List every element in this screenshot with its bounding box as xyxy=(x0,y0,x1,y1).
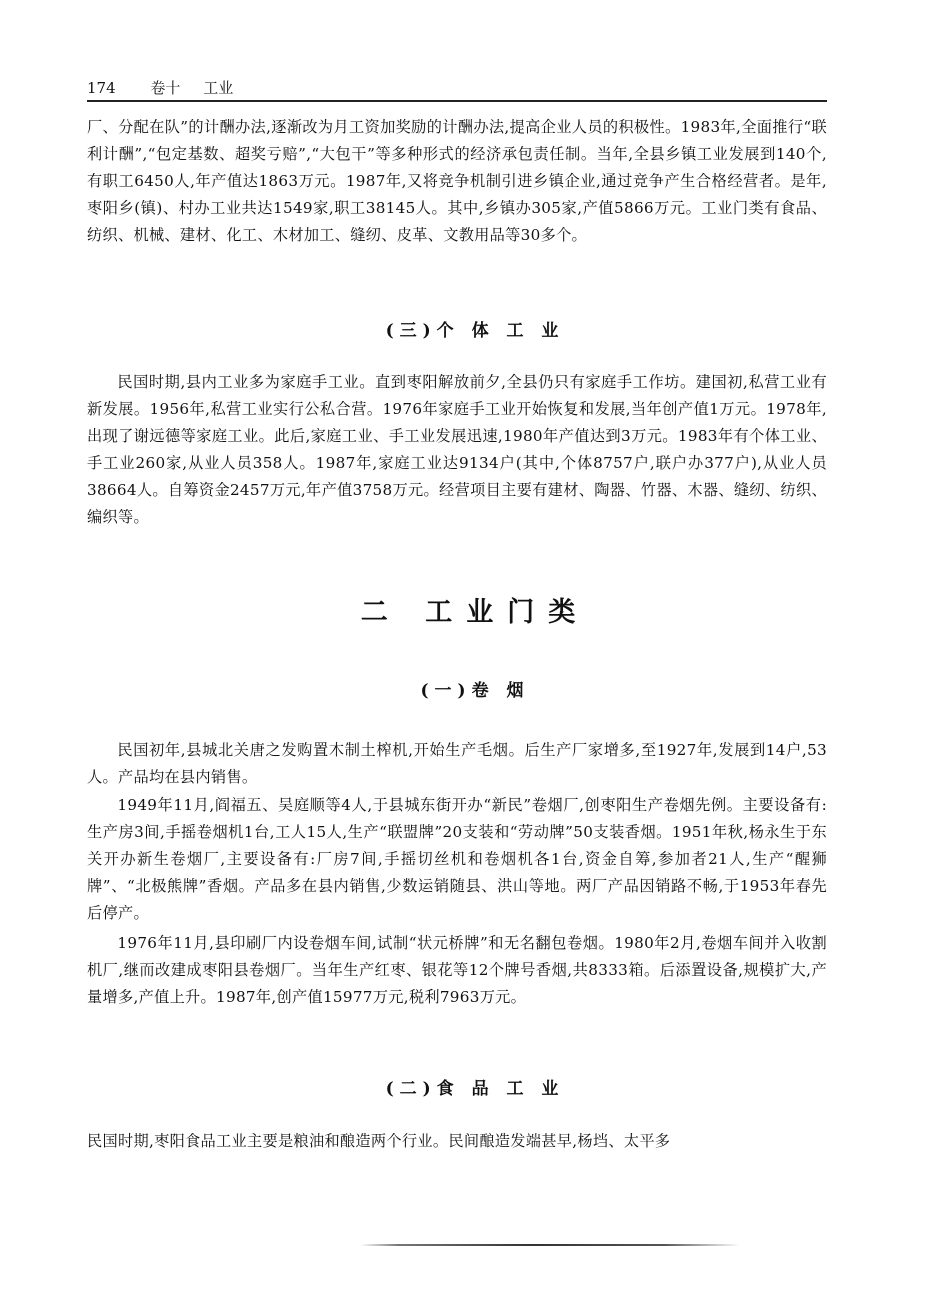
heading-individual-industry: (三)个 体 工 业 xyxy=(385,321,565,341)
heading-food-industry: (二)食 品 工 业 xyxy=(385,1079,565,1099)
paragraph-individual-industry: 民国时期,县内工业多为家庭手工业。直到枣阳解放前夕,全县仍只有家庭手工作坊。建国初,私营工业有新发展。1956年,私营工业实行公私合营。1976年家庭手工业开始恢复和发展,当年创产值1万元。1978年,出现了谢远德等家庭工业。此后,家庭工业、手工业发展迅速,1980年产值达到3万元。1983年有个体工业、手工业260家,从业人员358人。1987年,家庭工业达9134户(其中,个体8757户,联户办377户),从业人员38664人。自筹资金2457万元,年产值3758万元。经营项目主要有建材、陶器、竹器、木器、缝纫、纺织、编织等。 xyxy=(87,373,827,526)
chapter-title: 二 工业门类 xyxy=(360,597,590,628)
paragraph-food-industry: 民国时期,枣阳食品工业主要是粮油和酿造两个行业。民间酿造发端甚早,杨垱、太平多 xyxy=(87,1132,671,1150)
paragraph-cigarettes-1949: 1949年11月,阎福五、吴庭顺等4人,于县城东街开办“新民”卷烟厂,创枣阳生产卷烟先例。主要设备有:生产房3间,手摇卷烟机1台,工人15人,生产“联盟牌”20支装和“劳动牌”50支装香烟。1951年秋,杨永生于东关开办新生卷烟厂,主要设备有:厂房7间,手摇切丝机和卷烟机各1台,资金自筹,参加者21人,生产“醒狮牌”、“北极熊牌”香烟。产品多在县内销售,少数运销随县、洪山等地。两厂产品因销路不畅,于1953年春先后停产。 xyxy=(87,796,827,922)
heading-cigarettes: (一)卷 烟 xyxy=(420,681,530,701)
section-label: 工业 xyxy=(203,79,234,97)
paragraph-cigarettes-early: 民国初年,县城北关唐之发购置木制土榨机,开始生产毛烟。后生产厂家增多,至1927年,发展到14户,53人。产品均在县内销售。 xyxy=(87,741,827,786)
running-header xyxy=(87,78,827,98)
page-number: 174 xyxy=(87,79,116,97)
paragraph-cigarettes-1976: 1976年11月,县印刷厂内设卷烟车间,试制“状元桥牌”和无名翻包卷烟。1980年2月,卷烟车间并入收割机厂,继而改建成枣阳县卷烟厂。当年生产红枣、银花等12个牌号香烟,共8333箱。后添置设备,规模扩大,产量增多,产值上升。1987年,创产值15977万元,税利7963万元。 xyxy=(87,934,827,1006)
volume-label: 卷十 xyxy=(150,79,181,97)
scan-artifact-line xyxy=(360,1244,740,1246)
header-rule xyxy=(87,100,827,102)
paragraph-township-industry: 厂、分配在队”的计酬办法,逐渐改为月工资加奖励的计酬办法,提高企业人员的积极性。1983年,全面推行“联利计酬”,“包定基数、超奖亏赔”,“大包干”等多种形式的经济承包责任制。当年,全县乡镇工业发展到140个,有职工6450人,年产值达1863万元。1987年,又将竞争机制引进乡镇企业,通过竞争产生合格经营者。是年,枣阳乡(镇)、村办工业共达1549家,职工38145人。其中,乡镇办305家,产值5866万元。工业门类有食品、纺织、机械、建材、化工、木材加工、缝纫、皮革、文教用品等30多个。 xyxy=(87,118,827,244)
